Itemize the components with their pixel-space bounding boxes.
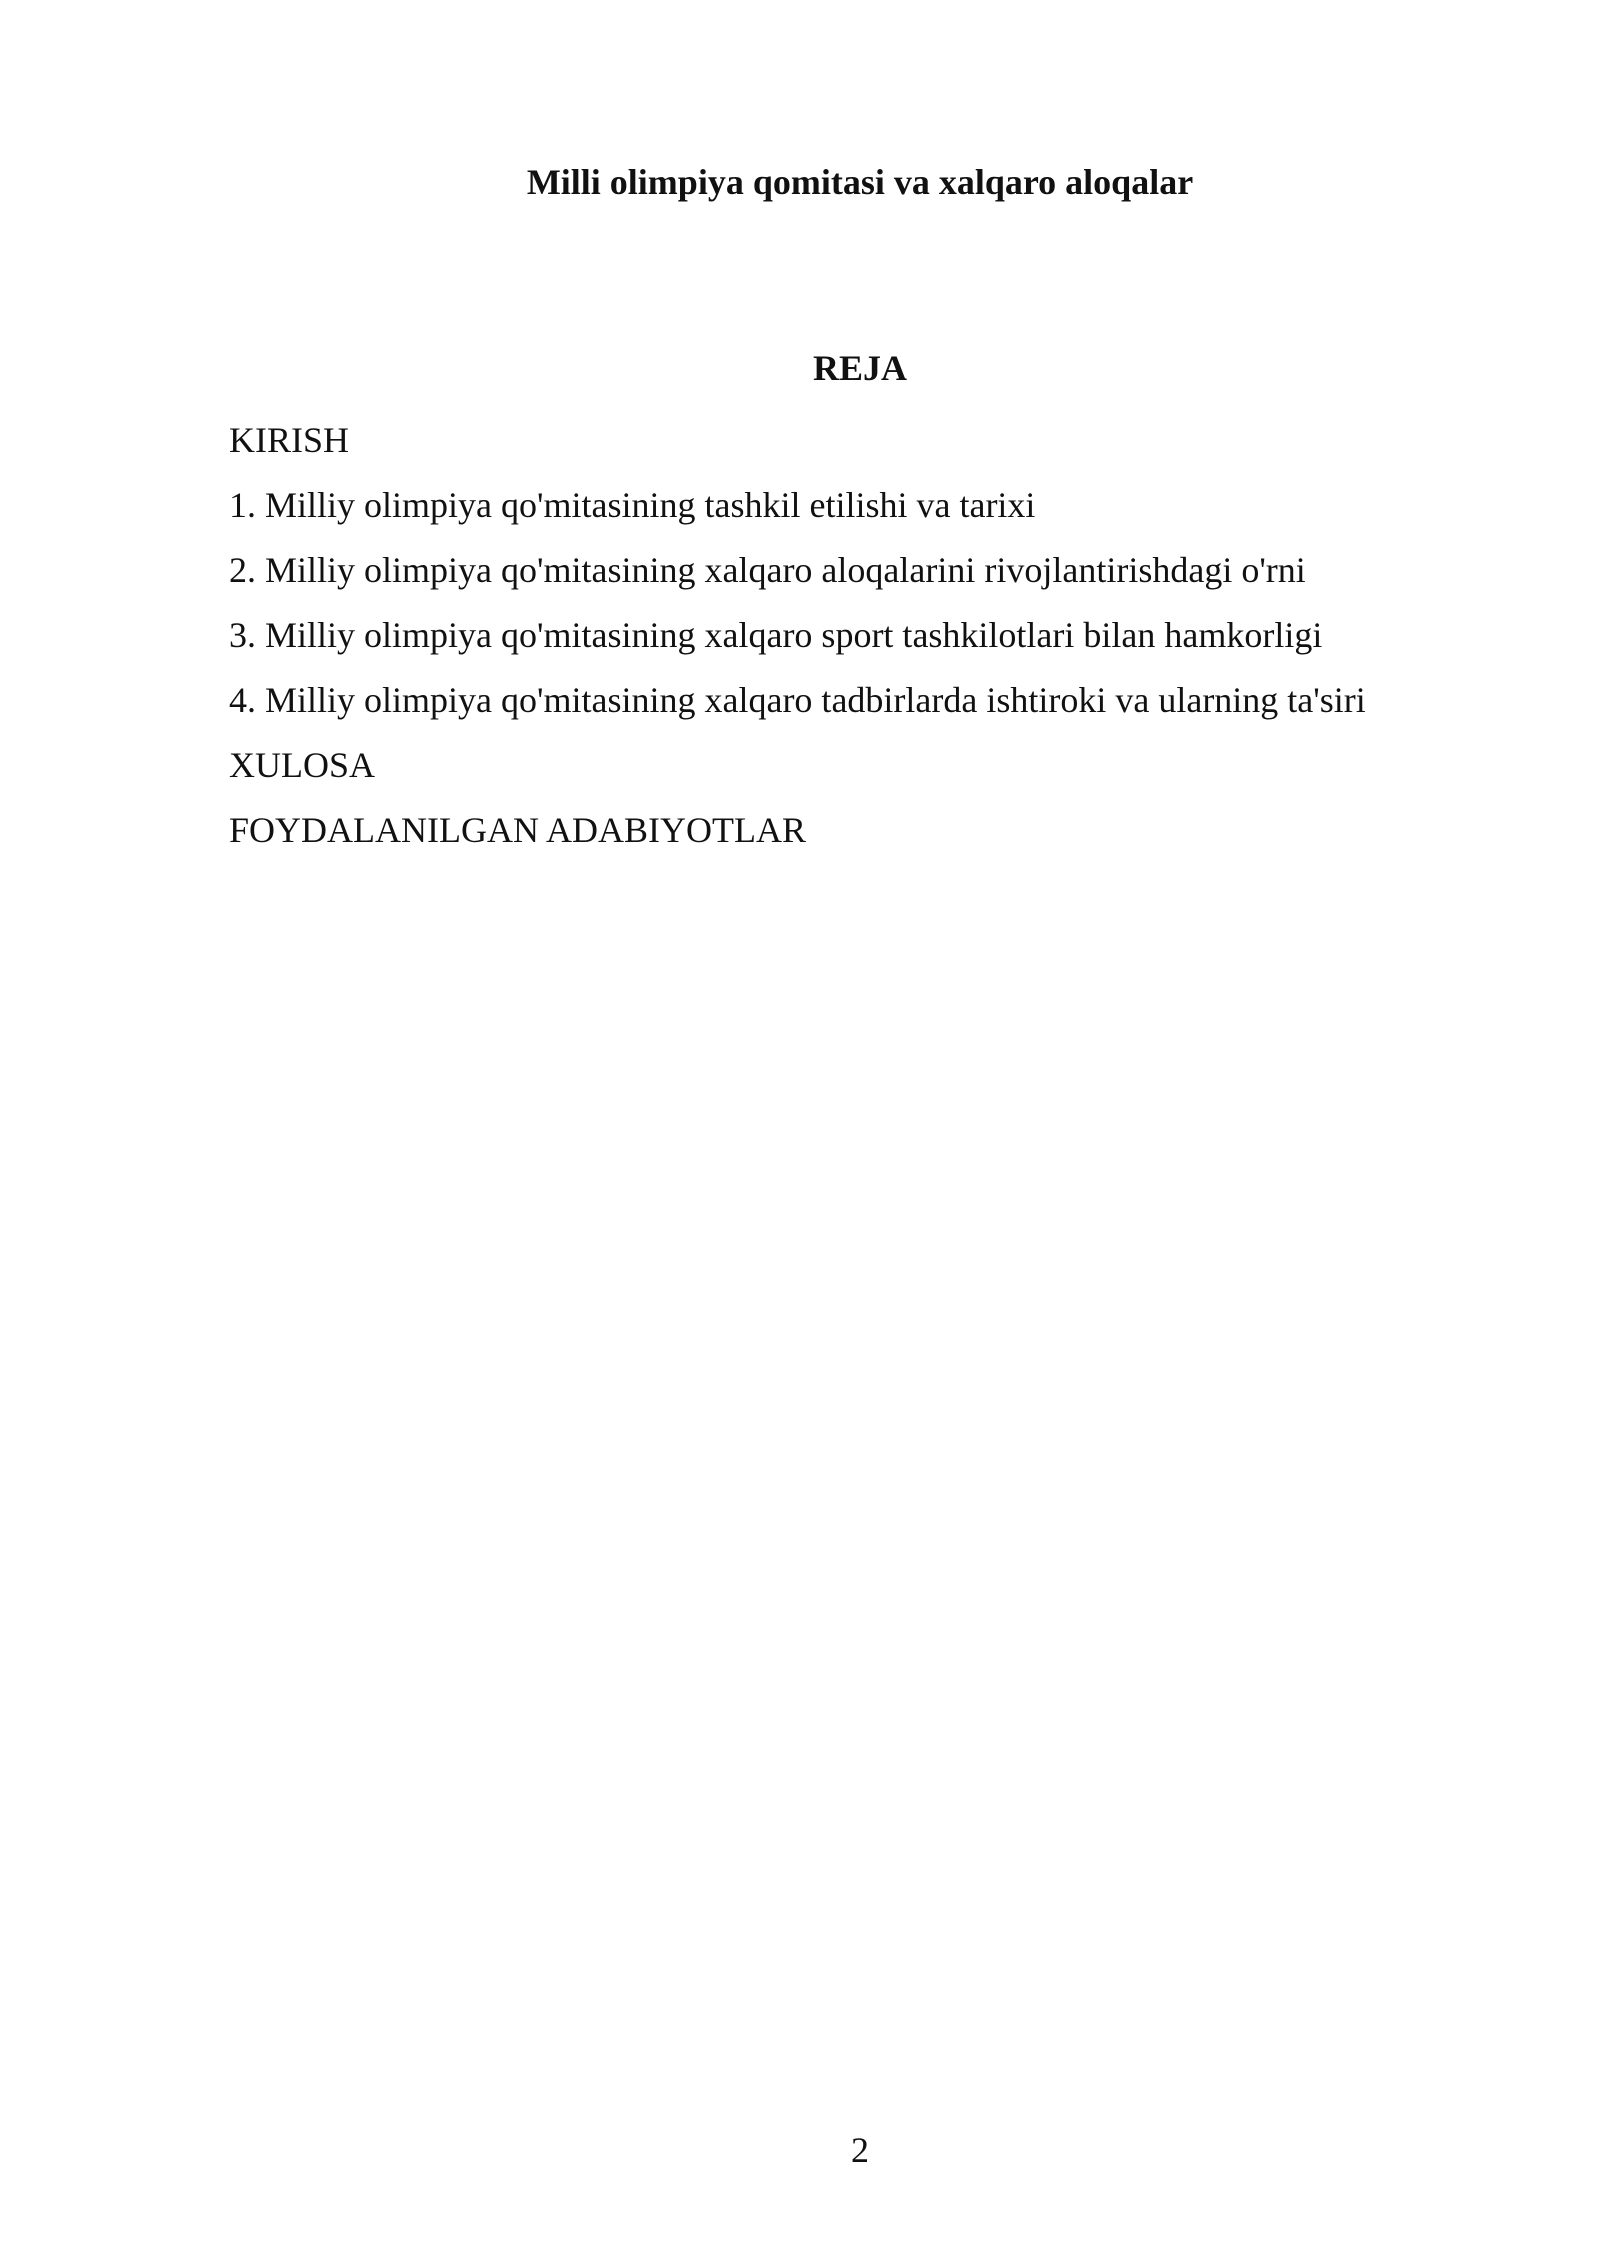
plan-item-introduction: KIRISH (229, 420, 350, 460)
page-number: 2 (851, 2130, 869, 2170)
plan-item-4: 4. Milliy olimpiya qo'mitasining xalqaro tadbirlarda ishtiroki va ularning ta'siri (229, 680, 1366, 720)
plan-list (229, 418, 1366, 873)
plan-item-1: 1. Milliy olimpiya qo'mitasining tashkil etilishi va tarixi (229, 485, 1036, 525)
plan-item-2: 2. Milliy olimpiya qo'mitasining xalqaro aloqalarini rivojlantirishdagi o'rni (229, 550, 1306, 590)
plan-heading: REJA (812, 348, 907, 388)
plan-item-conclusion: XULOSA (229, 745, 376, 785)
document-title: Milli olimpiya qomitasi va xalqaro aloqalar (526, 162, 1194, 202)
plan-item-references: FOYDALANILGAN ADABIYOTLAR (229, 810, 806, 850)
plan-item-3: 3. Milliy olimpiya qo'mitasining xalqaro sport tashkilotlari bilan hamkorligi (229, 615, 1323, 655)
